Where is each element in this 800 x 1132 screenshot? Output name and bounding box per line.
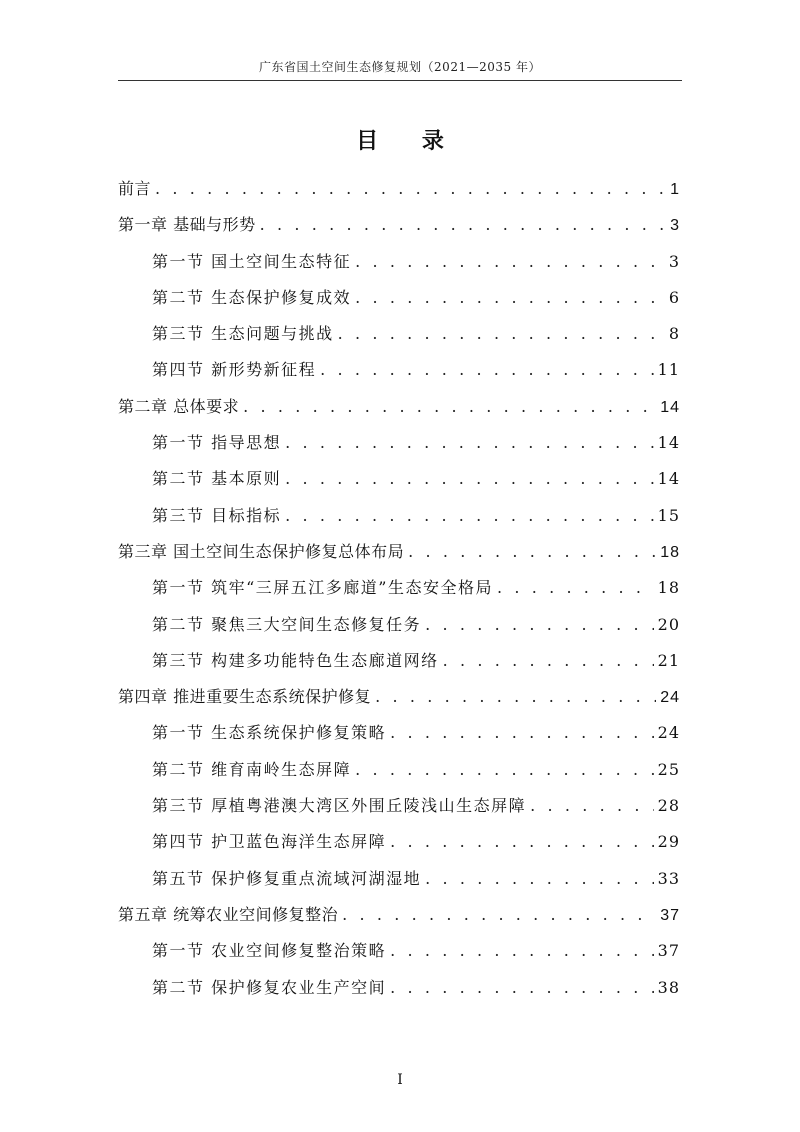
toc-entry-section[interactable] (118, 280, 680, 316)
toc-entry-page: 25 (657, 759, 680, 779)
dot-leader (443, 643, 654, 679)
toc-entry-label: 第一节 指导思想 (152, 433, 282, 453)
toc-entry-page: 38 (657, 977, 680, 997)
toc-entry-label: 第二节 聚焦三大空间生态修复任务 (152, 614, 422, 634)
dot-leader (355, 280, 665, 316)
toc-entry-page: 37 (660, 906, 680, 924)
header-divider (118, 80, 682, 81)
dot-leader (285, 498, 654, 534)
toc-entry-section[interactable] (118, 461, 680, 497)
toc-entry-page: 14 (660, 398, 680, 416)
dot-leader (390, 933, 654, 969)
running-header: 广东省国土空间生态修复规划（2021—2035 年） (259, 60, 541, 74)
dot-leader (390, 715, 654, 751)
toc-entry-section[interactable] (118, 824, 680, 860)
toc-entry-section[interactable] (118, 607, 680, 643)
dot-leader (320, 352, 654, 388)
toc-entry-label: 第一章 基础与形势 (118, 215, 256, 235)
dot-leader (390, 824, 654, 860)
toc-entry-page: 14 (657, 469, 680, 489)
toc-entry-page: 3 (668, 251, 680, 271)
toc-entry-section[interactable] (118, 970, 680, 1006)
dot-leader (260, 207, 667, 243)
toc-entry-section[interactable] (118, 244, 680, 280)
toc-entry-page: 8 (668, 324, 680, 344)
toc-entry-label: 第五章 统筹农业空间修复整治 (118, 904, 339, 924)
dot-leader (342, 897, 656, 933)
toc-entry-label: 第四章 推进重要生态系统保护修复 (118, 687, 372, 707)
table-of-contents (118, 171, 680, 1006)
toc-entry-label: 第二节 保护修复农业生产空间 (152, 977, 387, 997)
toc-entry-section[interactable] (118, 352, 680, 388)
toc-entry-label: 第三节 厚植粤港澳大湾区外围丘陵浅山生态屏障 (152, 796, 527, 816)
toc-entry-label: 第二章 总体要求 (118, 396, 240, 416)
toc-entry-page: 18 (660, 543, 680, 561)
toc-entry-label: 第一节 国土空间生态特征 (152, 251, 352, 271)
toc-entry-label: 第一节 生态系统保护修复策略 (152, 723, 387, 743)
toc-entry-page: 29 (657, 832, 680, 852)
toc-entry-label: 第二节 基本原则 (152, 469, 282, 489)
toc-entry-section[interactable] (118, 715, 680, 751)
toc-entry-label: 第一节 筑牢“三屏五江多廊道”生态安全格局 (152, 578, 493, 598)
toc-entry-page: 3 (670, 217, 680, 235)
toc-entry-page: 24 (660, 689, 680, 707)
dot-leader (243, 389, 656, 425)
toc-entry-label: 第三节 构建多功能特色生态廊道网络 (152, 650, 439, 670)
toc-entry-label: 第二节 生态保护修复成效 (152, 287, 352, 307)
toc-entry-chapter-2[interactable] (118, 389, 680, 425)
toc-entry-label: 第五节 保护修复重点流域河湖湿地 (152, 868, 422, 888)
dot-leader (285, 461, 654, 497)
toc-entry-page: 11 (657, 360, 680, 380)
dot-leader (355, 244, 665, 280)
toc-entry-label: 第三章 国土空间生态保护修复总体布局 (118, 541, 405, 561)
toc-entry-label: 第一节 农业空间修复整治策略 (152, 941, 387, 961)
toc-entry-label: 第三节 目标指标 (152, 505, 282, 525)
dot-leader (338, 316, 665, 352)
toc-entry-page: 15 (657, 505, 680, 525)
toc-title: 目 录 (356, 128, 462, 154)
toc-entry-page: 33 (657, 868, 680, 888)
toc-entry-chapter-1[interactable] (118, 207, 680, 243)
toc-entry-page: 37 (657, 941, 680, 961)
toc-entry-section[interactable] (118, 788, 680, 824)
dot-leader (530, 788, 654, 824)
toc-entry-chapter-4[interactable] (118, 679, 680, 715)
toc-entry-section[interactable] (118, 498, 680, 534)
dot-leader (408, 534, 656, 570)
toc-entry-label: 前言 (118, 179, 152, 198)
toc-entry-label: 第四节 护卫蓝色海洋生态屏障 (152, 832, 387, 852)
toc-entry-section[interactable] (118, 643, 680, 679)
dot-leader (355, 752, 654, 788)
toc-entry-page: 6 (668, 287, 680, 307)
toc-entry-page: 24 (657, 723, 680, 743)
toc-entry-label: 第四节 新形势新征程 (152, 360, 317, 380)
dot-leader (375, 679, 656, 715)
toc-entry-section[interactable] (118, 933, 680, 969)
toc-entry-label: 第三节 生态问题与挑战 (152, 324, 334, 344)
dot-leader (390, 970, 654, 1006)
toc-entry-chapter-3[interactable] (118, 534, 680, 570)
page-number: I (397, 1072, 403, 1088)
toc-entry-page: 1 (670, 181, 680, 198)
dot-leader (285, 425, 654, 461)
toc-entry-label: 第二节 维育南岭生态屏障 (152, 759, 352, 779)
dot-leader (425, 861, 654, 897)
dot-leader (425, 607, 654, 643)
dot-leader (155, 171, 666, 207)
toc-entry-page: 20 (657, 614, 680, 634)
toc-entry-page: 21 (657, 650, 680, 670)
dot-leader (497, 570, 654, 606)
toc-entry-preface[interactable] (118, 171, 680, 207)
toc-entry-section[interactable] (118, 752, 680, 788)
toc-entry-chapter-5[interactable] (118, 897, 680, 933)
toc-entry-page: 18 (657, 578, 680, 598)
toc-entry-page: 28 (657, 796, 680, 816)
toc-entry-page: 14 (657, 433, 680, 453)
toc-entry-section[interactable] (118, 570, 680, 606)
toc-entry-section[interactable] (118, 316, 680, 352)
toc-entry-section[interactable] (118, 861, 680, 897)
toc-entry-section[interactable] (118, 425, 680, 461)
